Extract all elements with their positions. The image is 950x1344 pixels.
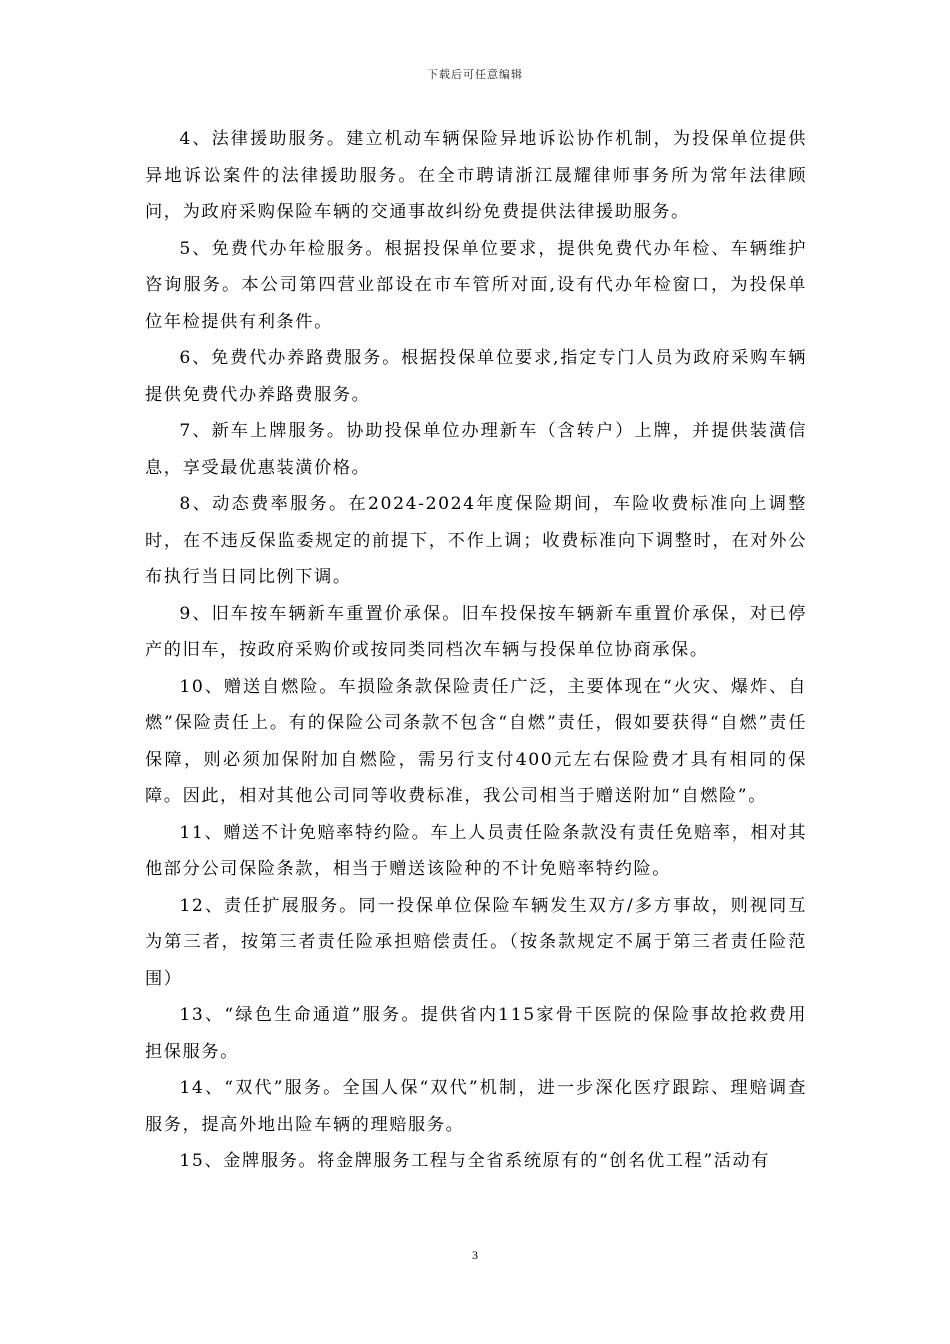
paragraph-new-car-plate: 7、新车上牌服务。协助投保单位办理新车（含转户）上牌，并提供装潢信息，享受最优惠装潢价格。 (145, 421, 807, 478)
paragraph-liability-extension: 12、责任扩展服务。同一投保单位保险车辆发生双方/多方事故，则视同互为第三者，按第三者责任险承担赔偿责任。（按条款规定不属于第三者责任险范围） (145, 895, 807, 989)
page-header: 下载后可任意编辑 (427, 68, 523, 81)
paragraph-legal-aid: 4、法律援助服务。建立机动车辆保险异地诉讼协作机制，为投保单位提供异地诉讼案件的法律援助服务。在全市聘请浙江晟耀律师事务所为常年法律顾问，为政府采购保险车辆的交通事故纠纷免费提供法律援助服务。 (145, 129, 807, 222)
paragraph-double-agent: 14、“双代”服务。全国人保“双代”机制，进一步深化医疗跟踪、理赔调查服务，提高外地出险车辆的理赔服务。 (145, 1078, 807, 1135)
paragraph-road-fee: 6、免费代办养路费服务。根据投保单位要求,指定专门人员为政府采购车辆提供免费代办养路费服务。 (145, 348, 807, 405)
paragraph-gold-service: 15、金牌服务。将金牌服务工程与全省系统原有的“创名优工程”活动有 (179, 1151, 771, 1171)
paragraph-annual-inspection: 5、免费代办年检服务。根据投保单位要求，提供免费代办年检、车辆维护咨询服务。本公司第四营业部设在市车管所对面,设有代办年检窗口，为投保单位年检提供有利条件。 (145, 238, 807, 332)
paragraph-dynamic-rate: 8、动态费率服务。在2024-2024年度保险期间，车险收费标准向上调整时，在不违反保监委规定的前提下，不作上调；收费标准向下调整时，在对外公布执行当日同比例下调。 (145, 494, 807, 587)
paragraph-no-deductible: 11、赠送不计免赔率特约险。车上人员责任险条款没有责任免赔率，相对其他部分公司保险条款，相当于赠送该险种的不计免赔率特约险。 (145, 822, 807, 879)
paragraph-old-car: 9、旧车按车辆新车重置价承保。旧车投保按车辆新车重置价承保，对已停产的旧车，按政府采购价或按同类同档次车辆与投保单位协商承保。 (145, 603, 807, 660)
page-number: 3 (472, 1248, 478, 1262)
paragraph-green-channel: 13、“绿色生命通道”服务。提供省内115家骨干医院的保险事故抢救费用担保服务。 (145, 1005, 807, 1062)
document-body (145, 121, 807, 1180)
paragraph-spontaneous-combustion: 10、赠送自燃险。车损险条款保险责任广泛，主要体现在“火灾、爆炸、自燃”保险责任上。有的保险公司条款不包含“自燃”责任，假如要获得“自燃”责任保障，则必须加保附加自燃险，需另行支付400元左右保险费才具有相同的保障。因此，相对其他公司同等收费标准，我公司相当于赠送附加“自燃险”。 (145, 676, 807, 806)
